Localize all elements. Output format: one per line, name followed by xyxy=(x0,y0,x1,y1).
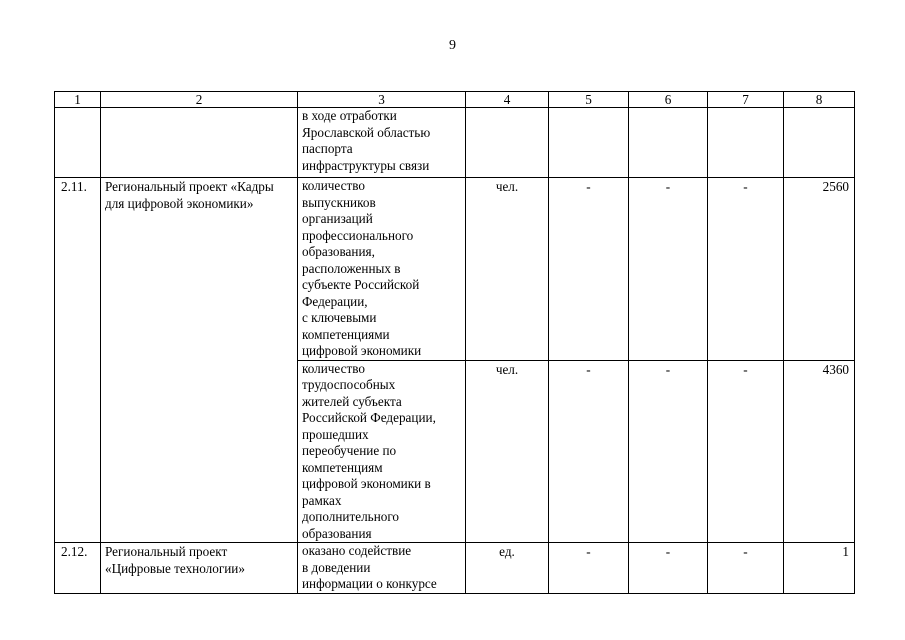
indicator-cell: в ходе отработки Ярославской областью паспорта инфраструктуры связи xyxy=(298,108,466,178)
row-number-cell: 2.12. xyxy=(55,543,101,594)
header-cell: 5 xyxy=(549,92,629,108)
value-cell xyxy=(708,108,784,178)
value-cell: 1 xyxy=(784,543,855,594)
value-cell: - xyxy=(708,360,784,543)
header-cell: 6 xyxy=(629,92,708,108)
value-cell xyxy=(784,108,855,178)
project-name-cell: Региональный проект «Цифровые технологии» xyxy=(101,543,298,594)
value-cell: 4360 xyxy=(784,360,855,543)
header-cell: 1 xyxy=(55,92,101,108)
value-cell: - xyxy=(708,178,784,361)
value-cell: - xyxy=(629,360,708,543)
page-number: 9 xyxy=(449,38,456,53)
header-cell: 4 xyxy=(466,92,549,108)
unit-cell: ед. xyxy=(466,543,549,594)
value-cell xyxy=(549,108,629,178)
indicator-cell: оказано содействие в доведении информации о конкурсе xyxy=(298,543,466,594)
indicator-cell: количество трудоспособных жителей субъекта Российской Федерации, прошедших переобучение по компетенциям цифровой экономики в рамках дополнительного образования xyxy=(298,360,466,543)
value-cell: - xyxy=(629,543,708,594)
value-cell: - xyxy=(708,543,784,594)
unit-cell: чел. xyxy=(466,178,549,361)
header-cell: 7 xyxy=(708,92,784,108)
row-number-cell xyxy=(55,108,101,178)
value-cell: 2560 xyxy=(784,178,855,361)
indicator-cell: количество выпускников организаций профессионального образования, расположенных в субъекте Российской Федерации, с ключевыми компетенциями цифровой экономики xyxy=(298,178,466,361)
table-row xyxy=(55,178,855,361)
value-cell xyxy=(629,108,708,178)
table-header-row xyxy=(55,92,855,108)
header-cell: 3 xyxy=(298,92,466,108)
row-number-cell: 2.11. xyxy=(55,178,101,543)
table-row xyxy=(55,543,855,594)
value-cell: - xyxy=(549,360,629,543)
indicators-table xyxy=(54,91,855,594)
unit-cell xyxy=(466,108,549,178)
value-cell: - xyxy=(549,178,629,361)
project-name-cell: Региональный проект «Кадры для цифровой экономики» xyxy=(101,178,298,543)
value-cell: - xyxy=(629,178,708,361)
header-cell: 2 xyxy=(101,92,298,108)
unit-cell: чел. xyxy=(466,360,549,543)
value-cell: - xyxy=(549,543,629,594)
project-name-cell xyxy=(101,108,298,178)
table-row xyxy=(55,108,855,178)
header-cell: 8 xyxy=(784,92,855,108)
